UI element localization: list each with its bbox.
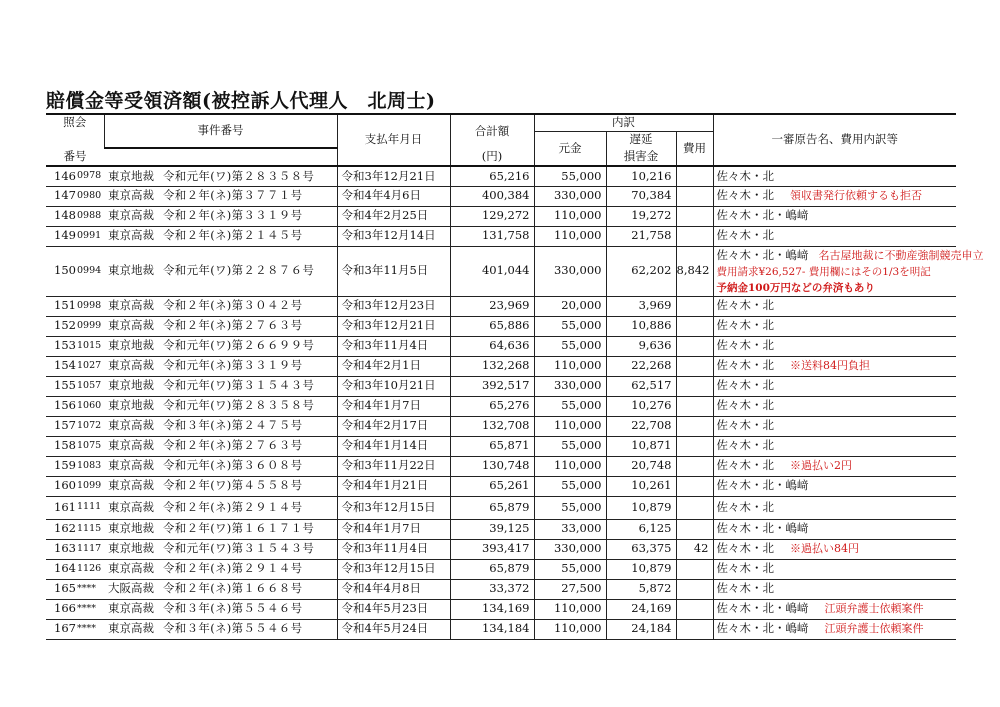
table-row (46, 356, 956, 376)
row-total: 392,517 (450, 376, 534, 396)
row-names-cell (713, 376, 956, 396)
row-cost (676, 186, 713, 206)
row-number: 165 (46, 579, 74, 599)
row-names: 佐々木・北・嶋﨑 (716, 521, 809, 536)
row-cost (676, 456, 713, 476)
row-court: 東京高裁 (104, 496, 157, 519)
row-cost (676, 296, 713, 316)
row-ref-code: **** (74, 619, 104, 639)
row-case-number: 令和２年(ネ)第３７７１号 (157, 186, 337, 206)
row-late-charge: 10,261 (606, 476, 676, 496)
row-names-cell (713, 599, 956, 619)
row-number: 150 (46, 246, 74, 296)
table-row (46, 436, 956, 456)
row-pay-date: 令和4年1月14日 (337, 436, 450, 456)
row-court: 東京地裁 (104, 246, 157, 296)
row-ref-code: 1117 (74, 539, 104, 559)
row-pay-date: 令和3年12月15日 (337, 496, 450, 519)
row-names-cell (713, 579, 956, 599)
row-pay-date: 令和4年5月23日 (337, 599, 450, 619)
row-pay-date: 令和4年1月21日 (337, 476, 450, 496)
row-total: 401,044 (450, 246, 534, 296)
row-late-charge: 24,169 (606, 599, 676, 619)
row-names: 佐々木・北 (716, 338, 774, 353)
row-pay-date: 令和3年12月21日 (337, 166, 450, 186)
row-ref-code: 0998 (74, 296, 104, 316)
row-late-charge: 21,758 (606, 226, 676, 246)
table-row (46, 186, 956, 206)
table-row (46, 559, 956, 579)
row-names-cell (713, 396, 956, 416)
table-row (46, 246, 956, 296)
row-late-charge: 62,202 (606, 246, 676, 296)
row-late-charge: 22,268 (606, 356, 676, 376)
row-note: 江頭弁護士依頼案件 (824, 622, 924, 636)
row-cost: 42 (676, 539, 713, 559)
row-court: 東京高裁 (104, 436, 157, 456)
row-case-number: 令和２年(ネ)第２１４５号 (157, 226, 337, 246)
row-names-cell (713, 619, 956, 639)
page-title: 賠償金等受領済額(被控訴人代理人 北周士) (46, 90, 436, 112)
header-late-bottom: 損害金 (606, 148, 676, 166)
row-principal: 110,000 (534, 599, 606, 619)
row-ref-code: 1126 (74, 559, 104, 579)
row-pay-date: 令和3年12月15日 (337, 559, 450, 579)
row-names-cell (713, 416, 956, 436)
row-principal: 55,000 (534, 436, 606, 456)
row-case-number: 令和３年(ネ)第５５４６号 (157, 599, 337, 619)
row-names: 佐々木・北 (716, 581, 774, 596)
row-pay-date: 令和3年12月21日 (337, 316, 450, 336)
row-total: 23,969 (450, 296, 534, 316)
row-late-charge: 63,375 (606, 539, 676, 559)
row-number: 161 (46, 496, 74, 519)
row-principal: 110,000 (534, 206, 606, 226)
row-names-cell (713, 539, 956, 559)
row-case-number: 令和元年(ワ)第２８３５８号 (157, 166, 337, 186)
header-ref-bottom: 番号 (46, 148, 104, 166)
row-ref-code: 1015 (74, 336, 104, 356)
row-names-cell (713, 246, 984, 296)
table-row (46, 166, 956, 186)
table-row (46, 316, 956, 336)
row-number: 160 (46, 476, 74, 496)
header-breakdown: 内訳 (534, 114, 713, 131)
row-late-charge: 70,384 (606, 186, 676, 206)
row-cost (676, 559, 713, 579)
row-number: 162 (46, 519, 74, 539)
row-late-charge: 20,748 (606, 456, 676, 476)
row-pay-date: 令和4年2月1日 (337, 356, 450, 376)
row-case-number: 令和２年(ネ)第２９１４号 (157, 496, 337, 519)
row-late-charge: 10,879 (606, 559, 676, 579)
row-total: 393,417 (450, 539, 534, 559)
row-total: 132,268 (450, 356, 534, 376)
row-names: 佐々木・北 (716, 458, 774, 473)
row-case-number: 令和２年(ネ)第２９１４号 (157, 559, 337, 579)
row-number: 148 (46, 206, 74, 226)
row-ref-code: 1083 (74, 456, 104, 476)
row-names-cell (713, 436, 956, 456)
row-principal: 110,000 (534, 456, 606, 476)
row-names: 佐々木・北・嶋﨑 (716, 601, 809, 616)
row-names-cell (713, 456, 956, 476)
row-note: ※過払い2円 (790, 459, 852, 473)
row-ref-code: 0980 (74, 186, 104, 206)
row-cost (676, 396, 713, 416)
row-note: ※送料84円負担 (790, 359, 870, 373)
row-total: 39,125 (450, 519, 534, 539)
row-total: 65,216 (450, 166, 534, 186)
table-row (46, 336, 956, 356)
row-names: 佐々木・北 (716, 378, 774, 393)
row-ref-code: 1057 (74, 376, 104, 396)
row-ref-code: 0988 (74, 206, 104, 226)
row-late-charge: 3,969 (606, 296, 676, 316)
row-total: 129,272 (450, 206, 534, 226)
row-names: 佐々木・北 (716, 541, 774, 556)
row-case-number: 令和３年(ネ)第２４７５号 (157, 416, 337, 436)
row-principal: 27,500 (534, 579, 606, 599)
row-total: 130,748 (450, 456, 534, 476)
row-case-number: 令和２年(ネ)第２７６３号 (157, 316, 337, 336)
row-principal: 55,000 (534, 316, 606, 336)
row-names-cell (713, 316, 956, 336)
row-number: 166 (46, 599, 74, 619)
table-row (46, 519, 956, 539)
header-case-no: 事件番号 (104, 114, 337, 148)
row-names: 佐々木・北・嶋﨑 (716, 247, 809, 262)
row-names: 佐々木・北 (716, 168, 774, 183)
row-names-cell (713, 559, 956, 579)
row-principal: 20,000 (534, 296, 606, 316)
row-names-cell (713, 496, 956, 519)
row-late-charge: 10,886 (606, 316, 676, 336)
row-principal: 110,000 (534, 416, 606, 436)
row-case-number: 令和２年(ネ)第２７６３号 (157, 436, 337, 456)
row-number: 154 (46, 356, 74, 376)
row-principal: 55,000 (534, 396, 606, 416)
row-ref-code: 1027 (74, 356, 104, 376)
row-ref-code: **** (74, 579, 104, 599)
row-court: 東京高裁 (104, 226, 157, 246)
row-names: 佐々木・北 (716, 438, 774, 453)
row-names-cell (713, 519, 956, 539)
row-cost (676, 416, 713, 436)
row-ref-code: 0994 (74, 246, 104, 296)
row-cost (676, 356, 713, 376)
table-row (46, 619, 956, 639)
row-names: 佐々木・北・嶋﨑 (716, 478, 809, 493)
row-names: 佐々木・北 (716, 398, 774, 413)
row-number: 158 (46, 436, 74, 456)
row-court: 東京高裁 (104, 559, 157, 579)
row-total: 134,169 (450, 599, 534, 619)
row-pay-date: 令和4年2月17日 (337, 416, 450, 436)
row-case-number: 令和２年(ワ)第４５５８号 (157, 476, 337, 496)
row-note: 領収書発行依頼するも拒否 (790, 189, 922, 203)
row-number: 159 (46, 456, 74, 476)
row-ref-code: 1060 (74, 396, 104, 416)
row-pay-date: 令和3年11月4日 (337, 539, 450, 559)
row-number: 163 (46, 539, 74, 559)
row-number: 153 (46, 336, 74, 356)
row-late-charge: 22,708 (606, 416, 676, 436)
row-names-cell (713, 476, 956, 496)
row-principal: 55,000 (534, 496, 606, 519)
header-ref-top: 照会 (46, 114, 104, 131)
row-total: 65,879 (450, 559, 534, 579)
row-pay-date: 令和3年12月14日 (337, 226, 450, 246)
row-case-number: 令和元年(ワ)第３１５４３号 (157, 376, 337, 396)
row-names: 佐々木・北 (716, 499, 774, 514)
row-pay-date: 令和3年10月21日 (337, 376, 450, 396)
table-row (46, 579, 956, 599)
row-total: 134,184 (450, 619, 534, 639)
row-note-line2: 費用請求¥26,527- 費用欄にはその1/3を明記 (716, 265, 931, 278)
header-names: 一審原告名、費用内訳等 (713, 114, 956, 166)
row-ref-code: 1072 (74, 416, 104, 436)
row-pay-date: 令和4年4月6日 (337, 186, 450, 206)
row-ref-code: 0978 (74, 166, 104, 186)
row-names: 佐々木・北 (716, 318, 774, 333)
row-cost (676, 376, 713, 396)
row-case-number: 令和元年(ワ)第３１５４３号 (157, 539, 337, 559)
row-court: 大阪高裁 (104, 579, 157, 599)
row-names: 佐々木・北・嶋﨑 (716, 621, 809, 636)
row-court: 東京地裁 (104, 519, 157, 539)
row-late-charge: 10,216 (606, 166, 676, 186)
row-cost (676, 336, 713, 356)
row-total: 65,886 (450, 316, 534, 336)
row-number: 146 (46, 166, 74, 186)
row-names: 佐々木・北 (716, 358, 774, 373)
table-row (46, 539, 956, 559)
row-number: 164 (46, 559, 74, 579)
row-note: 名古屋地裁に不動産強制競売申立 (818, 248, 984, 262)
header-total-top: 合計額 (450, 114, 534, 148)
row-principal: 55,000 (534, 166, 606, 186)
row-names: 佐々木・北 (716, 298, 774, 313)
row-total: 131,758 (450, 226, 534, 246)
table-row (46, 416, 956, 436)
table-row (46, 599, 956, 619)
row-total: 33,372 (450, 579, 534, 599)
table-row (46, 206, 956, 226)
row-court: 東京高裁 (104, 296, 157, 316)
row-total: 65,871 (450, 436, 534, 456)
row-principal: 110,000 (534, 356, 606, 376)
row-ref-code: 0991 (74, 226, 104, 246)
row-case-number: 令和２年(ワ)第１６１７１号 (157, 519, 337, 539)
row-names: 佐々木・北・嶋﨑 (716, 208, 809, 223)
row-principal: 330,000 (534, 539, 606, 559)
row-late-charge: 10,871 (606, 436, 676, 456)
table-row (46, 296, 956, 316)
table-row (46, 376, 956, 396)
row-principal: 110,000 (534, 226, 606, 246)
row-cost (676, 496, 713, 519)
row-court: 東京地裁 (104, 539, 157, 559)
row-cost: 8,842 (676, 246, 713, 296)
row-total: 132,708 (450, 416, 534, 436)
row-total: 65,879 (450, 496, 534, 519)
table-row (46, 456, 956, 476)
row-pay-date: 令和4年1月7日 (337, 396, 450, 416)
header-total-bottom: (円) (450, 148, 534, 166)
row-case-number: 令和２年(ネ)第１６６８号 (157, 579, 337, 599)
row-names: 佐々木・北 (716, 188, 774, 203)
row-number: 156 (46, 396, 74, 416)
row-ref-code: 1115 (74, 519, 104, 539)
row-ref-code: 1099 (74, 476, 104, 496)
row-case-number: 令和２年(ネ)第３０４２号 (157, 296, 337, 316)
row-names: 佐々木・北 (716, 228, 774, 243)
row-total: 400,384 (450, 186, 534, 206)
row-cost (676, 226, 713, 246)
row-late-charge: 5,872 (606, 579, 676, 599)
row-pay-date: 令和4年2月25日 (337, 206, 450, 226)
row-total: 65,276 (450, 396, 534, 416)
row-court: 東京高裁 (104, 356, 157, 376)
row-names-cell (713, 226, 956, 246)
row-ref-code: 0999 (74, 316, 104, 336)
table-row (46, 496, 956, 519)
row-cost (676, 206, 713, 226)
table-row (46, 226, 956, 246)
row-principal: 110,000 (534, 619, 606, 639)
row-cost (676, 619, 713, 639)
row-court: 東京地裁 (104, 336, 157, 356)
row-names-cell (713, 336, 956, 356)
row-late-charge: 19,272 (606, 206, 676, 226)
row-pay-date: 令和3年11月5日 (337, 246, 450, 296)
row-court: 東京高裁 (104, 476, 157, 496)
row-case-number: 令和元年(ネ)第３３１９号 (157, 356, 337, 376)
row-principal: 330,000 (534, 186, 606, 206)
row-pay-date: 令和3年11月4日 (337, 336, 450, 356)
row-number: 147 (46, 186, 74, 206)
row-late-charge: 10,276 (606, 396, 676, 416)
row-total: 65,261 (450, 476, 534, 496)
row-names-cell (713, 296, 956, 316)
row-principal: 55,000 (534, 559, 606, 579)
row-number: 152 (46, 316, 74, 336)
row-case-number: 令和元年(ワ)第２２８７６号 (157, 246, 337, 296)
table-row (46, 396, 956, 416)
row-court: 東京高裁 (104, 316, 157, 336)
row-case-number: 令和２年(ネ)第３３１９号 (157, 206, 337, 226)
row-cost (676, 316, 713, 336)
row-court: 東京高裁 (104, 619, 157, 639)
row-court: 東京地裁 (104, 376, 157, 396)
row-cost (676, 436, 713, 456)
header-pay-date: 支払年月日 (337, 114, 450, 166)
row-case-number: 令和元年(ネ)第３６０８号 (157, 456, 337, 476)
row-principal: 330,000 (534, 376, 606, 396)
row-names: 佐々木・北 (716, 561, 774, 576)
table-row (46, 476, 956, 496)
row-principal: 33,000 (534, 519, 606, 539)
row-court: 東京地裁 (104, 396, 157, 416)
row-names-cell (713, 206, 956, 226)
row-pay-date: 令和3年11月22日 (337, 456, 450, 476)
row-case-number: 令和３年(ネ)第５５４６号 (157, 619, 337, 639)
row-principal: 55,000 (534, 336, 606, 356)
row-court: 東京高裁 (104, 206, 157, 226)
row-names-cell (713, 166, 956, 186)
row-pay-date: 令和4年1月7日 (337, 519, 450, 539)
row-late-charge: 24,184 (606, 619, 676, 639)
row-names: 佐々木・北 (716, 418, 774, 433)
row-number: 149 (46, 226, 74, 246)
row-total: 64,636 (450, 336, 534, 356)
row-cost (676, 166, 713, 186)
row-cost (676, 599, 713, 619)
row-case-number: 令和元年(ワ)第２８３５８号 (157, 396, 337, 416)
row-court: 東京地裁 (104, 166, 157, 186)
row-number: 167 (46, 619, 74, 639)
row-number: 155 (46, 376, 74, 396)
row-number: 157 (46, 416, 74, 436)
row-pay-date: 令和4年5月24日 (337, 619, 450, 639)
row-names-cell (713, 186, 956, 206)
row-cost (676, 519, 713, 539)
row-court: 東京高裁 (104, 416, 157, 436)
row-note: 江頭弁護士依頼案件 (824, 602, 924, 616)
row-pay-date: 令和3年12月23日 (337, 296, 450, 316)
header-principal: 元金 (534, 131, 606, 166)
row-number: 151 (46, 296, 74, 316)
row-late-charge: 62,517 (606, 376, 676, 396)
row-case-number: 令和元年(ワ)第２６６９９号 (157, 336, 337, 356)
row-principal: 55,000 (534, 476, 606, 496)
row-court: 東京高裁 (104, 599, 157, 619)
row-ref-code: 1075 (74, 436, 104, 456)
row-court: 東京高裁 (104, 186, 157, 206)
payments-table (46, 113, 984, 640)
row-names-cell (713, 356, 956, 376)
row-cost (676, 476, 713, 496)
row-cost (676, 579, 713, 599)
row-late-charge: 10,879 (606, 496, 676, 519)
header-cost: 費用 (676, 131, 713, 166)
row-pay-date: 令和4年4月8日 (337, 579, 450, 599)
row-note-line3: 予納金100万円などの弁済もあり (716, 281, 875, 294)
row-ref-code: **** (74, 599, 104, 619)
row-late-charge: 6,125 (606, 519, 676, 539)
row-note: ※過払い84円 (790, 542, 859, 556)
header-late-top: 遅延 (606, 131, 676, 148)
row-late-charge: 9,636 (606, 336, 676, 356)
row-principal: 330,000 (534, 246, 606, 296)
row-ref-code: 1111 (74, 496, 104, 519)
row-court: 東京高裁 (104, 456, 157, 476)
